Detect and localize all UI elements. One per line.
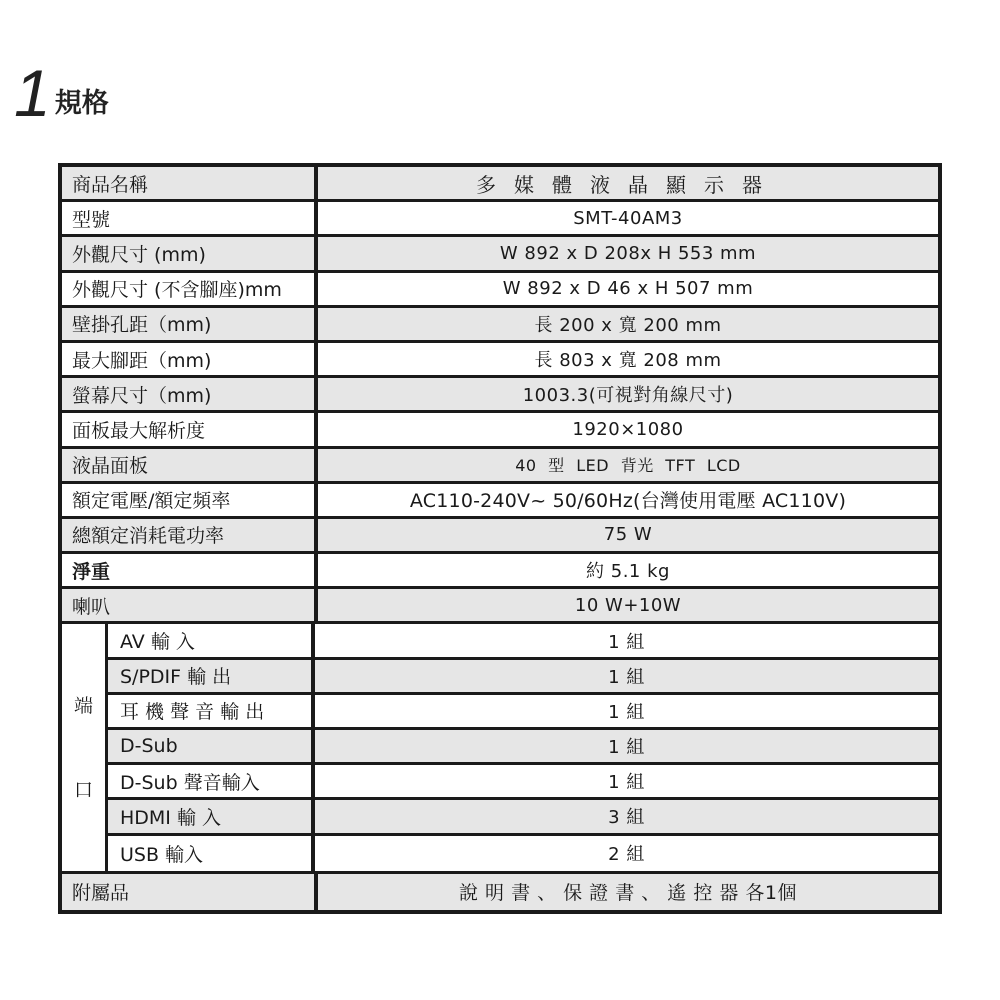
spec-row-voltage	[62, 484, 938, 519]
spec-label: 型號	[62, 202, 318, 234]
spec-value: 40 型 LED 背光 TFT LCD	[318, 449, 938, 481]
port-value: 1 組	[315, 624, 938, 656]
spec-row-product-name	[62, 167, 938, 202]
spec-value: 10 W+10W	[318, 589, 938, 621]
port-value: 1 組	[315, 730, 938, 762]
spec-value: W 892 x D 46 x H 507 mm	[318, 273, 938, 305]
port-label: AV 輸 入	[108, 624, 315, 656]
spec-row-accessories	[62, 874, 938, 910]
spec-label: 喇叭	[62, 589, 318, 621]
section-title: 規格	[54, 88, 109, 119]
spec-row-speaker	[62, 589, 938, 624]
spec-value: 多媒體液晶顯示器	[318, 167, 938, 199]
spec-row-dimensions	[62, 237, 938, 272]
spec-label: 螢幕尺寸（mm)	[62, 378, 318, 410]
spec-value: 長 200 x 寬 200 mm	[318, 308, 938, 340]
port-label: D-Sub	[108, 730, 315, 762]
port-row-headphone-out	[108, 695, 938, 730]
ports-list	[108, 624, 938, 870]
spec-label: 液晶面板	[62, 449, 318, 481]
port-label: 耳 機 聲 音 輸 出	[108, 695, 315, 727]
spec-row-weight	[62, 554, 938, 589]
ports-group-label-char: 端	[73, 694, 93, 717]
spec-label: 壁掛孔距（mm)	[62, 308, 318, 340]
port-label: D-Sub 聲音輸入	[108, 765, 315, 797]
spec-label: 外觀尺寸 (mm)	[62, 237, 318, 269]
spec-label: 面板最大解析度	[62, 413, 318, 445]
port-row-av-in	[108, 624, 938, 659]
ports-group-label	[62, 624, 108, 870]
spec-row-dimensions-no-stand	[62, 273, 938, 308]
spec-value: AC110-240V~ 50/60Hz(台灣使用電壓 AC110V)	[318, 484, 938, 516]
spec-value: 說 明 書 、 保 證 書 、 遙 控 器 各1個	[318, 874, 938, 910]
spec-row-panel	[62, 449, 938, 484]
port-label: HDMI 輸 入	[108, 800, 315, 832]
port-value: 2 組	[315, 836, 938, 871]
port-value: 1 組	[315, 660, 938, 692]
spec-value: 長 803 x 寬 208 mm	[318, 343, 938, 375]
spec-label: 額定電壓/額定頻率	[62, 484, 318, 516]
spec-value: 75 W	[318, 519, 938, 551]
spec-row-power	[62, 519, 938, 554]
port-row-usb-in	[108, 836, 938, 871]
spec-label: 淨重	[62, 554, 318, 586]
spec-table	[58, 163, 942, 914]
port-row-hdmi-in	[108, 800, 938, 835]
port-row-spdif-out	[108, 660, 938, 695]
spec-value: W 892 x D 208x H 553 mm	[318, 237, 938, 269]
spec-label: 商品名稱	[62, 167, 318, 199]
ports-group	[62, 624, 938, 873]
spec-label: 總額定消耗電功率	[62, 519, 318, 551]
section-number: 1	[14, 56, 51, 130]
port-value: 3 組	[315, 800, 938, 832]
spec-row-screen-size	[62, 378, 938, 413]
spec-value: 1920×1080	[318, 413, 938, 445]
spec-row-model	[62, 202, 938, 237]
ports-group-label-char: 口	[73, 778, 93, 801]
spec-value: 約 5.1 kg	[318, 554, 938, 586]
section-heading	[14, 56, 109, 130]
port-value: 1 組	[315, 695, 938, 727]
spec-label: 外觀尺寸 (不含腳座)mm	[62, 273, 318, 305]
port-label: USB 輸入	[108, 836, 315, 871]
port-label: S/PDIF 輸 出	[108, 660, 315, 692]
port-row-dsub	[108, 730, 938, 765]
port-value: 1 組	[315, 765, 938, 797]
spec-label: 附屬品	[62, 874, 318, 910]
spec-value: SMT-40AM3	[318, 202, 938, 234]
spec-row-wall-mount	[62, 308, 938, 343]
spec-row-resolution	[62, 413, 938, 448]
spec-value: 1003.3(可視對角線尺寸)	[318, 378, 938, 410]
spec-label: 最大腳距（mm)	[62, 343, 318, 375]
spec-row-stand-span	[62, 343, 938, 378]
port-row-dsub-audio-in	[108, 765, 938, 800]
